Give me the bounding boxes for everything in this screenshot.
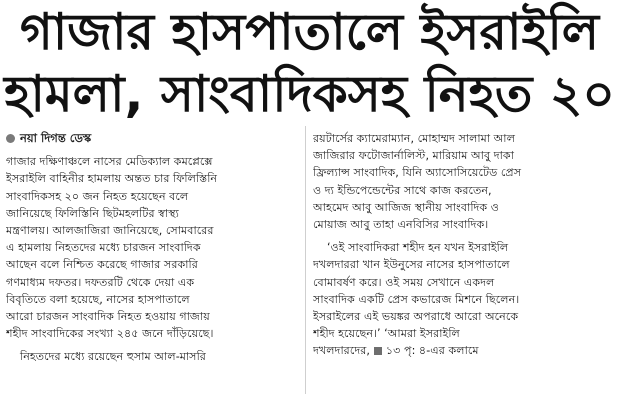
body-line: দখলদারদের,: [313, 344, 370, 358]
body-line: মোয়াজ আবু তাহা এনবিসির সাংবাদিক।: [313, 218, 489, 232]
headline-line-1: গাজার হাসপাতালে ইসরাইলি: [19, 3, 600, 61]
jump-reference[interactable]: ১৩ পৃ: ৪-এর কলামে: [385, 344, 479, 358]
body-line: ‘ওই সাংবাদিকরা শহীদ হন যখন ইসরাইলি: [327, 241, 509, 255]
continuation-line: [313, 342, 479, 359]
body-line: আরো চারজন সাংবাদিক নিহত হওয়ায় গাজায়: [6, 310, 210, 324]
article-column-left: [6, 130, 296, 366]
body-line: সাংবাদিক একটি প্রেস কভারেজ মিশনে ছিলেন।: [313, 292, 520, 306]
body-line: গাজার দক্ষিণাঞ্চলে নাসের মেডিক্যাল কমপ্লেক্সে: [6, 155, 213, 169]
body-line: দখলদাররা খান ইউনুসের নাসের হাসপাতালে: [313, 258, 510, 272]
body-line: ইসরাইলের এই ভয়ঙ্কর অপরাধে আরো অনেকে: [313, 310, 519, 324]
byline: [6, 130, 296, 147]
body-line: গণমাধ্যম দফতর। দফতরটি থেকে দেয়া এক: [6, 275, 195, 289]
bullet-icon: [6, 134, 15, 143]
body-line: বোমাবর্ষণ করে। ওই সময় সেখানে একদল: [313, 275, 495, 289]
article-column-right: [313, 130, 613, 360]
body-line: ইসরাইলি বাহিনীর হামলায় অন্তত চার ফিলিস্তিনি: [6, 172, 218, 186]
body-line: আছেন বলে নিশ্চিত করেছে গাজার সরকারি: [6, 258, 198, 272]
body-line: নিহতদের মধ্যে রয়েছেন হুসাম আল-মাসরি: [20, 350, 206, 364]
body-line: শহীদ সাংবাদিকের সংখ্যা ২৪৫ জনে দাঁড়িয়েছে।: [6, 327, 214, 341]
body-line: মন্ত্রণালয়। আলজাজিরা জানিয়েছে, সোমবারের: [6, 224, 214, 238]
body-line: আহমেদ আবু আজিজ স্থানীয় সাংবাদিক ও: [313, 200, 500, 214]
column-divider: [305, 126, 306, 394]
body-line: এ হামলায় নিহতদের মধ্যে চারজন সাংবাদিক: [6, 241, 201, 255]
byline-text: নয়া দিগন্ত ডেস্ক: [20, 131, 92, 145]
body-line: সাংবাদিকসহ ২০ জন নিহত হয়েছেন বলে: [6, 189, 189, 203]
body-line: জাজিরার ফটোজার্নালিস্ট, মারিয়াম আবু দাকা: [313, 149, 514, 163]
body-line: ফ্রিল্যান্স সাংবাদিক, যিনি অ্যাসোসিয়েটেড প্রেস: [313, 166, 522, 180]
headline-line-2: হামলা, সাংবাদিকসহ নিহত ২০: [4, 65, 615, 123]
square-bullet-icon: [374, 347, 382, 355]
body-line: জানিয়েছে ফিলিস্তিনি ছিটমহলটির স্বাস্থ্য: [6, 206, 179, 220]
body-line: ও দ্য ইন্ডিপেন্ডেন্টের সাথে কাজ করতেন,: [313, 183, 492, 197]
body-line: শহীদ হয়েছেন।’ ‘আমরা ইসরাইলি: [313, 327, 460, 341]
body-line: রয়টার্সের ক্যামেরাম্যান, মোহাম্মদ সালামা আল: [313, 132, 516, 145]
body-line: বিবৃতিতে বলা হয়েছে, নাসের হাসপাতালে: [6, 292, 190, 306]
